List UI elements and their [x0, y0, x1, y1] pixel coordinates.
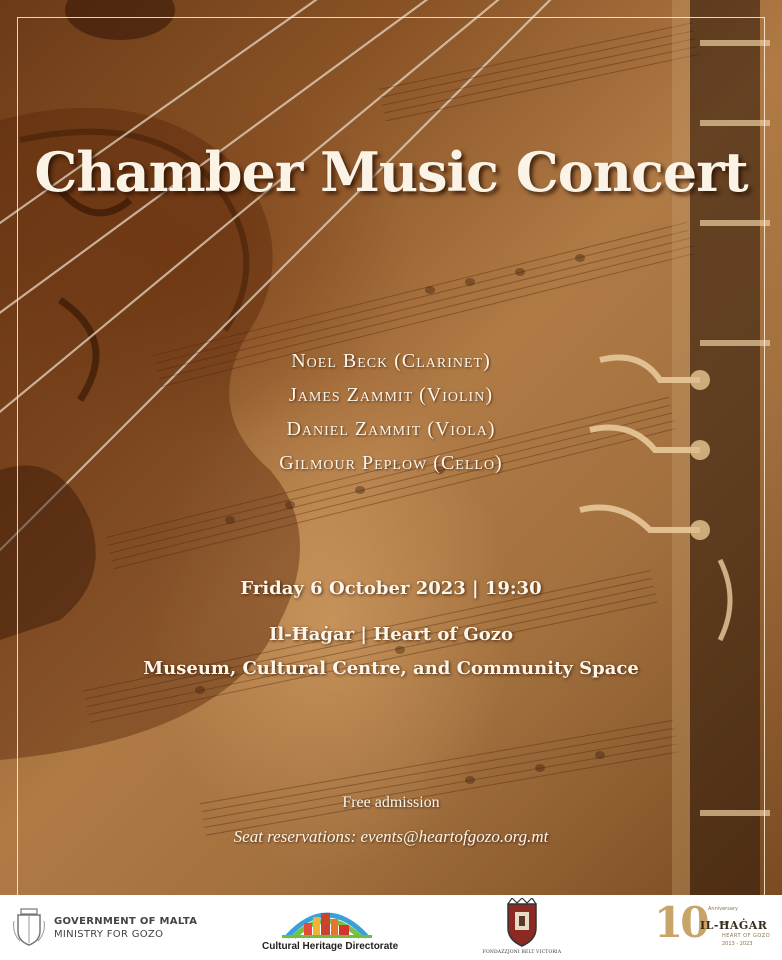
anniversary-label: Anniversary — [708, 906, 738, 912]
reservation-contact: Seat reservations: events@heartofgozo.org.mt — [233, 827, 549, 846]
coat-of-arms-icon — [12, 907, 46, 947]
venue-description: Museum, Cultural Centre, and Community Space — [143, 658, 639, 679]
anniversary-years: 2013 - 2023 — [722, 941, 753, 947]
government-of-malta-logo — [12, 905, 198, 949]
performer-violin: James Zammit (Violin) — [289, 384, 493, 406]
anniversary-number: 10 — [654, 898, 707, 947]
il-hagar-name: IL-ĦAĠAR — [700, 919, 768, 932]
ministry-name: MINISTRY FOR GOZO — [54, 929, 164, 940]
heart-of-gozo-subtitle: HEART OF GOZO — [722, 933, 771, 939]
rainbow-town-icon — [262, 901, 392, 939]
fondazzjoni-belt-victoria-logo — [482, 898, 562, 958]
event-details — [0, 573, 782, 686]
cultural-heritage-directorate-logo — [262, 901, 399, 957]
event-date-time: Friday 6 October 2023 | 19:30 — [240, 578, 542, 599]
crest-icon — [482, 898, 562, 948]
admission-note: Free admission — [342, 794, 440, 811]
government-name: GOVERNMENT OF MALTA — [54, 916, 198, 927]
performer-cello: Gilmour Peplow (Cello) — [279, 452, 503, 474]
cultural-heritage-name: Cultural Heritage Directorate — [262, 941, 399, 952]
performers-list — [0, 344, 782, 480]
concert-title: Chamber Music Concert — [34, 140, 748, 204]
sponsor-footer — [0, 895, 782, 960]
il-hagar-anniversary-logo — [652, 900, 774, 955]
fondazzjoni-name: FONDAZZJONI BELT VICTORIA — [482, 950, 562, 955]
venue-name: Il-Ħaġar | Heart of Gozo — [268, 624, 514, 645]
performer-viola: Daniel Zammit (Viola) — [286, 418, 496, 440]
performer-clarinet: Noel Beck (Clarinet) — [291, 350, 491, 372]
